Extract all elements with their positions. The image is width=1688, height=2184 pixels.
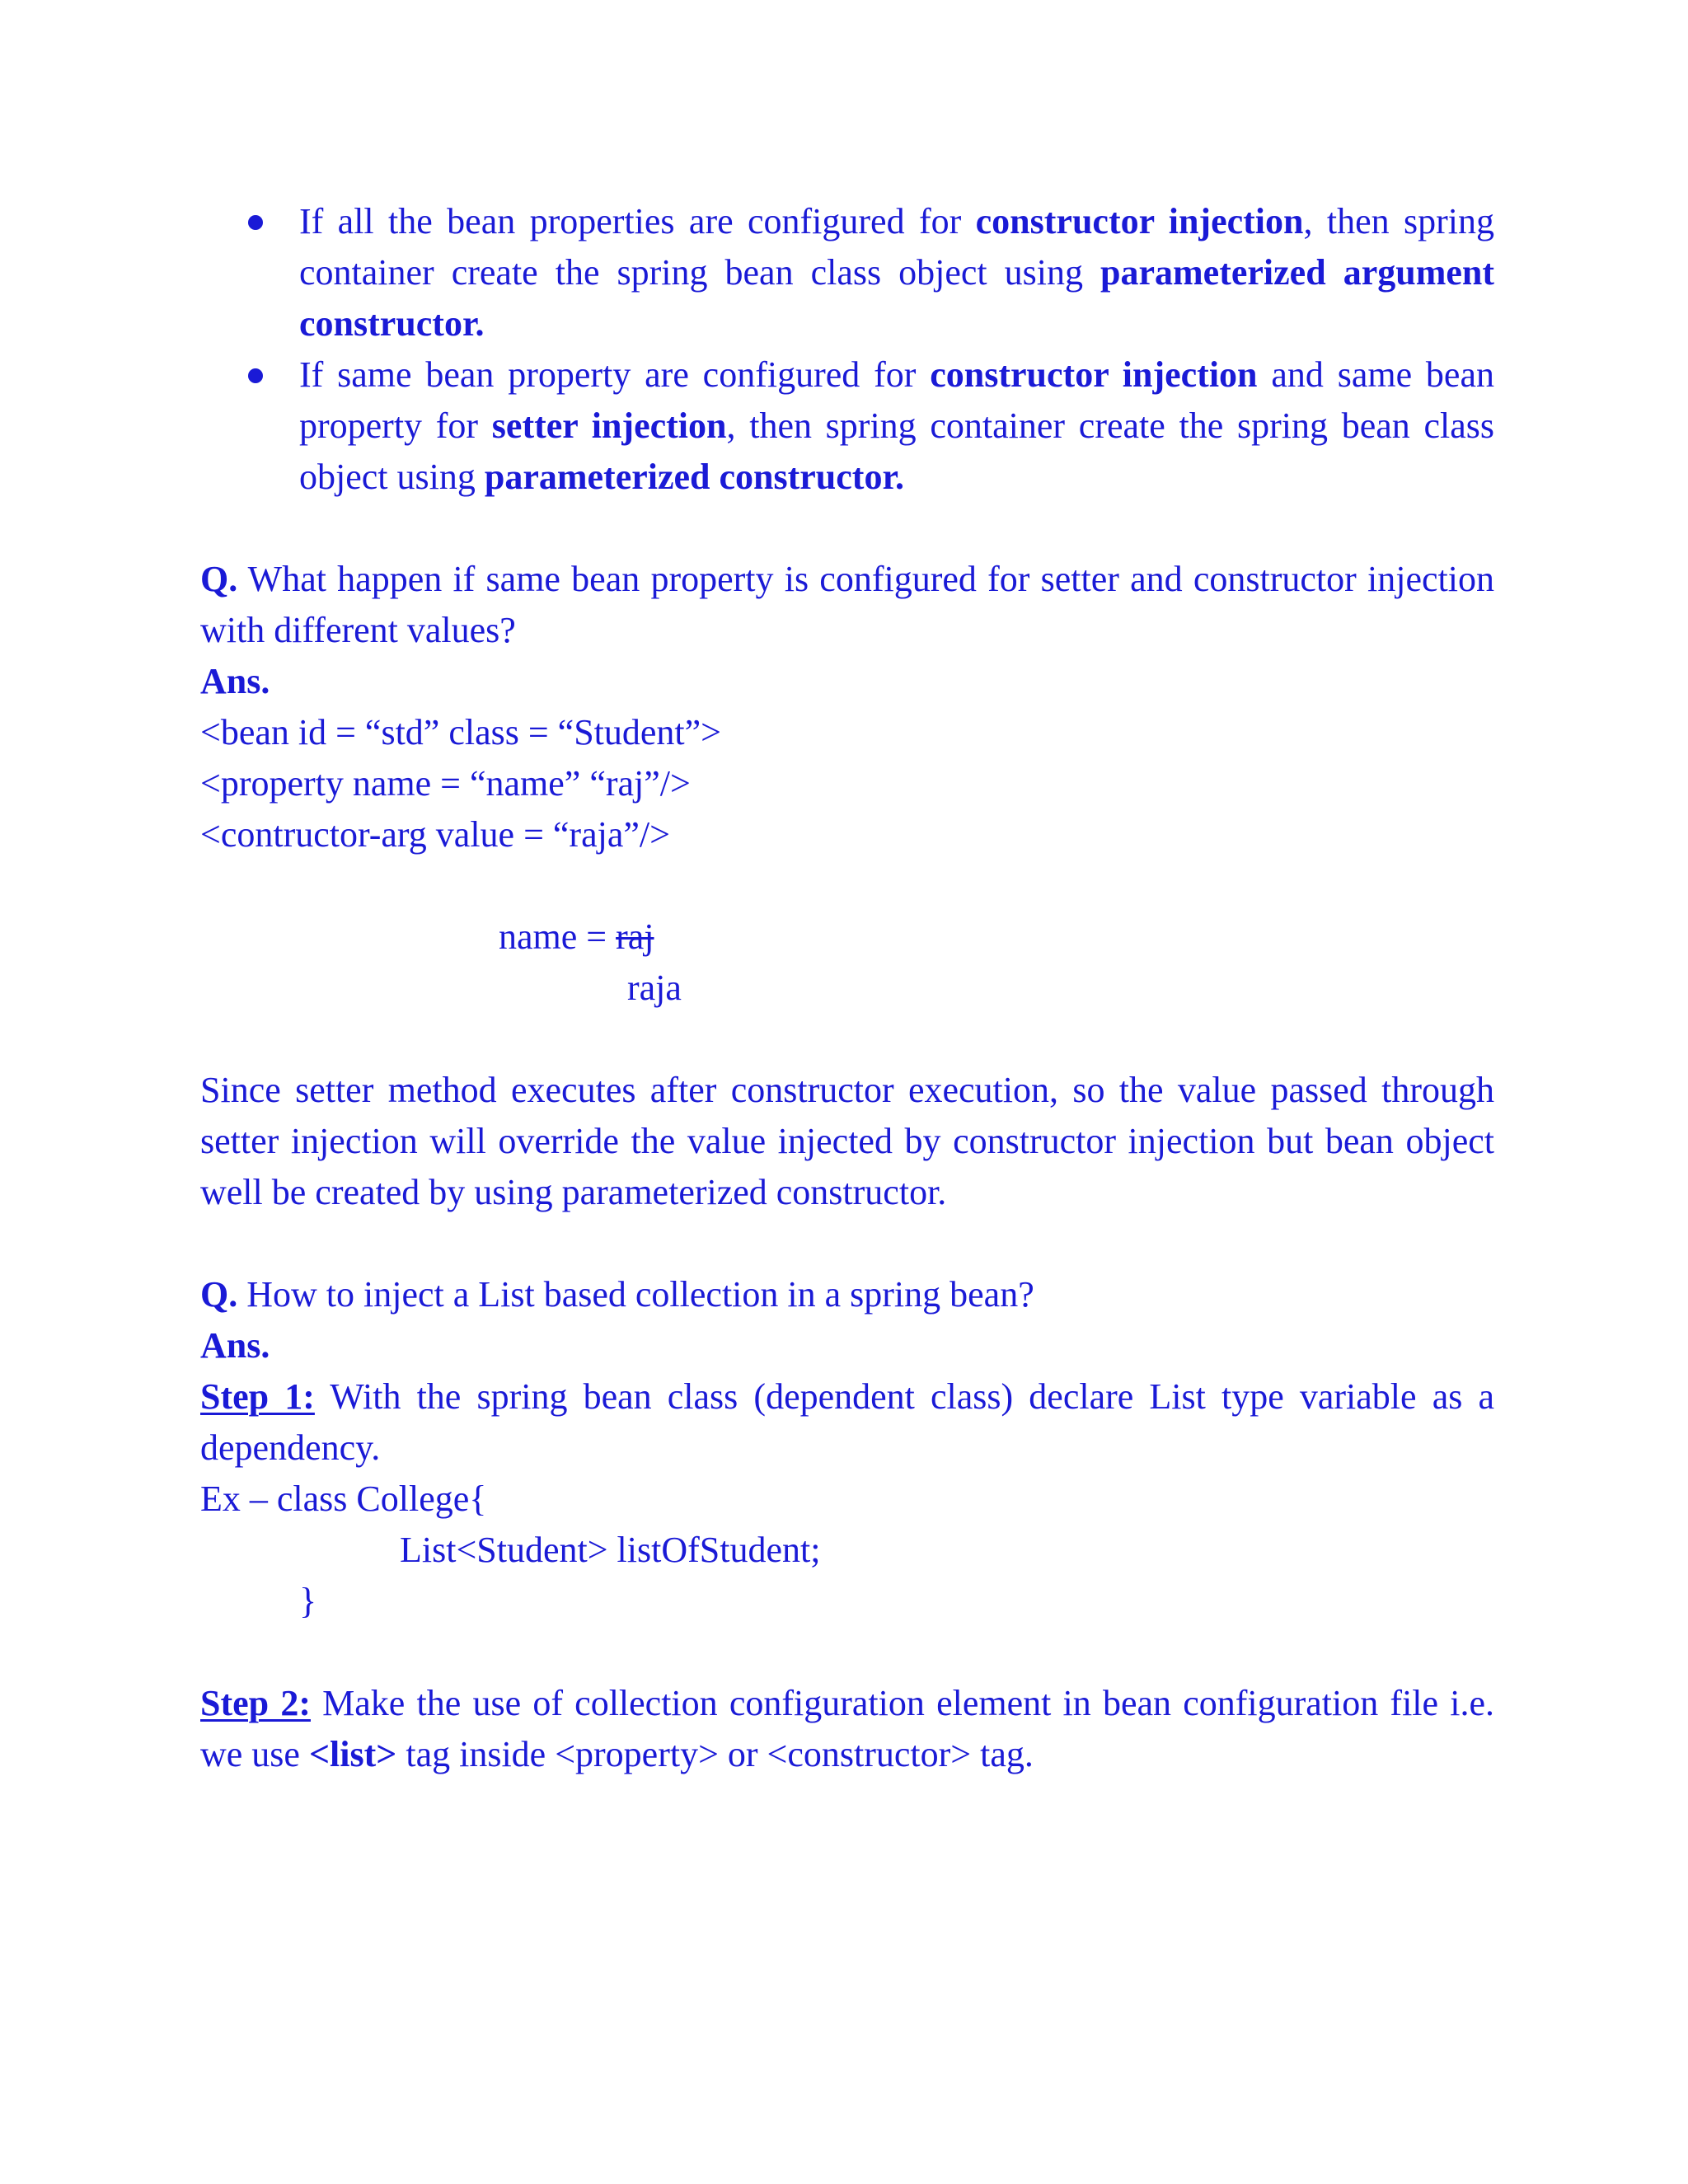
question-label: Q. bbox=[200, 1274, 238, 1315]
step-text: Make the use of collection configuration element in bean configuration file i.e. we use bbox=[200, 1683, 1494, 1774]
explanation-paragraph: Since setter method executes after constructor execution, so the value passed through setter injection will override the value injected by constructor injection but bean object well be created by using parameterized constructor. bbox=[200, 1070, 1494, 1212]
code-line: <property name = “name” “raj”/> bbox=[200, 763, 691, 804]
question-1 bbox=[200, 554, 1494, 656]
document-content bbox=[200, 196, 1494, 1780]
bullet-text: and same bean property for bbox=[299, 354, 1494, 446]
bullet-dot-icon bbox=[248, 215, 263, 230]
step-2 bbox=[200, 1678, 1494, 1780]
code-line: <bean id = “std” class = “Student”> bbox=[200, 712, 721, 752]
example-line: Ex – class College{ bbox=[200, 1479, 487, 1519]
bullet-bold: parameterized argument constructor. bbox=[299, 252, 1494, 344]
spacer bbox=[200, 860, 1494, 912]
bullet-text: If all the bean properties are configured for bbox=[299, 201, 976, 241]
closing-brace: } bbox=[299, 1581, 317, 1621]
question-label: Q. bbox=[200, 559, 238, 599]
spacer bbox=[200, 1014, 1494, 1065]
step-text: With the spring bean class (dependent class) declare List type variable as a dependency. bbox=[200, 1376, 1494, 1468]
bullet-text: If same bean property are configured for bbox=[299, 354, 931, 395]
code-line: <contructor-arg value = “raja”/> bbox=[200, 814, 670, 855]
bullet-text: , then spring container create the spring bean class object using bbox=[299, 201, 1494, 293]
step-label: Step 1: bbox=[200, 1376, 315, 1417]
question-text: What happen if same bean property is configured for setter and constructor injection with different values? bbox=[200, 559, 1494, 650]
question-text: How to inject a List based collection in a spring bean? bbox=[237, 1274, 1034, 1315]
spacer bbox=[200, 1218, 1494, 1269]
step-text: tag inside <property> or <constructor> tag. bbox=[396, 1734, 1034, 1774]
bullet-dot-icon bbox=[248, 368, 263, 383]
answer-label: Ans. bbox=[200, 661, 270, 701]
bullet-item bbox=[200, 196, 1494, 349]
bullet-bold: setter injection bbox=[491, 405, 727, 446]
name-label: name = bbox=[499, 916, 617, 957]
bullet-bold: constructor injection bbox=[975, 201, 1304, 241]
step-1 bbox=[200, 1371, 1494, 1474]
spacer bbox=[200, 503, 1494, 554]
bullet-bold: constructor injection bbox=[930, 354, 1258, 395]
step-label: Step 2: bbox=[200, 1683, 311, 1723]
list-tag: <list> bbox=[308, 1734, 397, 1774]
bullet-item bbox=[200, 349, 1494, 503]
code-field-line: List<Student> listOfStudent; bbox=[400, 1530, 821, 1570]
bullet-bold: parameterized constructor. bbox=[484, 457, 904, 497]
bullet-text: , then spring container create the spring bean class object using bbox=[299, 405, 1494, 497]
answer-label: Ans. bbox=[200, 1325, 270, 1366]
new-value: raja bbox=[627, 968, 682, 1008]
bullet-list bbox=[200, 196, 1494, 503]
spacer bbox=[200, 1627, 1494, 1678]
question-2 bbox=[200, 1269, 1494, 1320]
name-assignment bbox=[200, 912, 1494, 963]
struck-value: raj bbox=[616, 916, 654, 957]
